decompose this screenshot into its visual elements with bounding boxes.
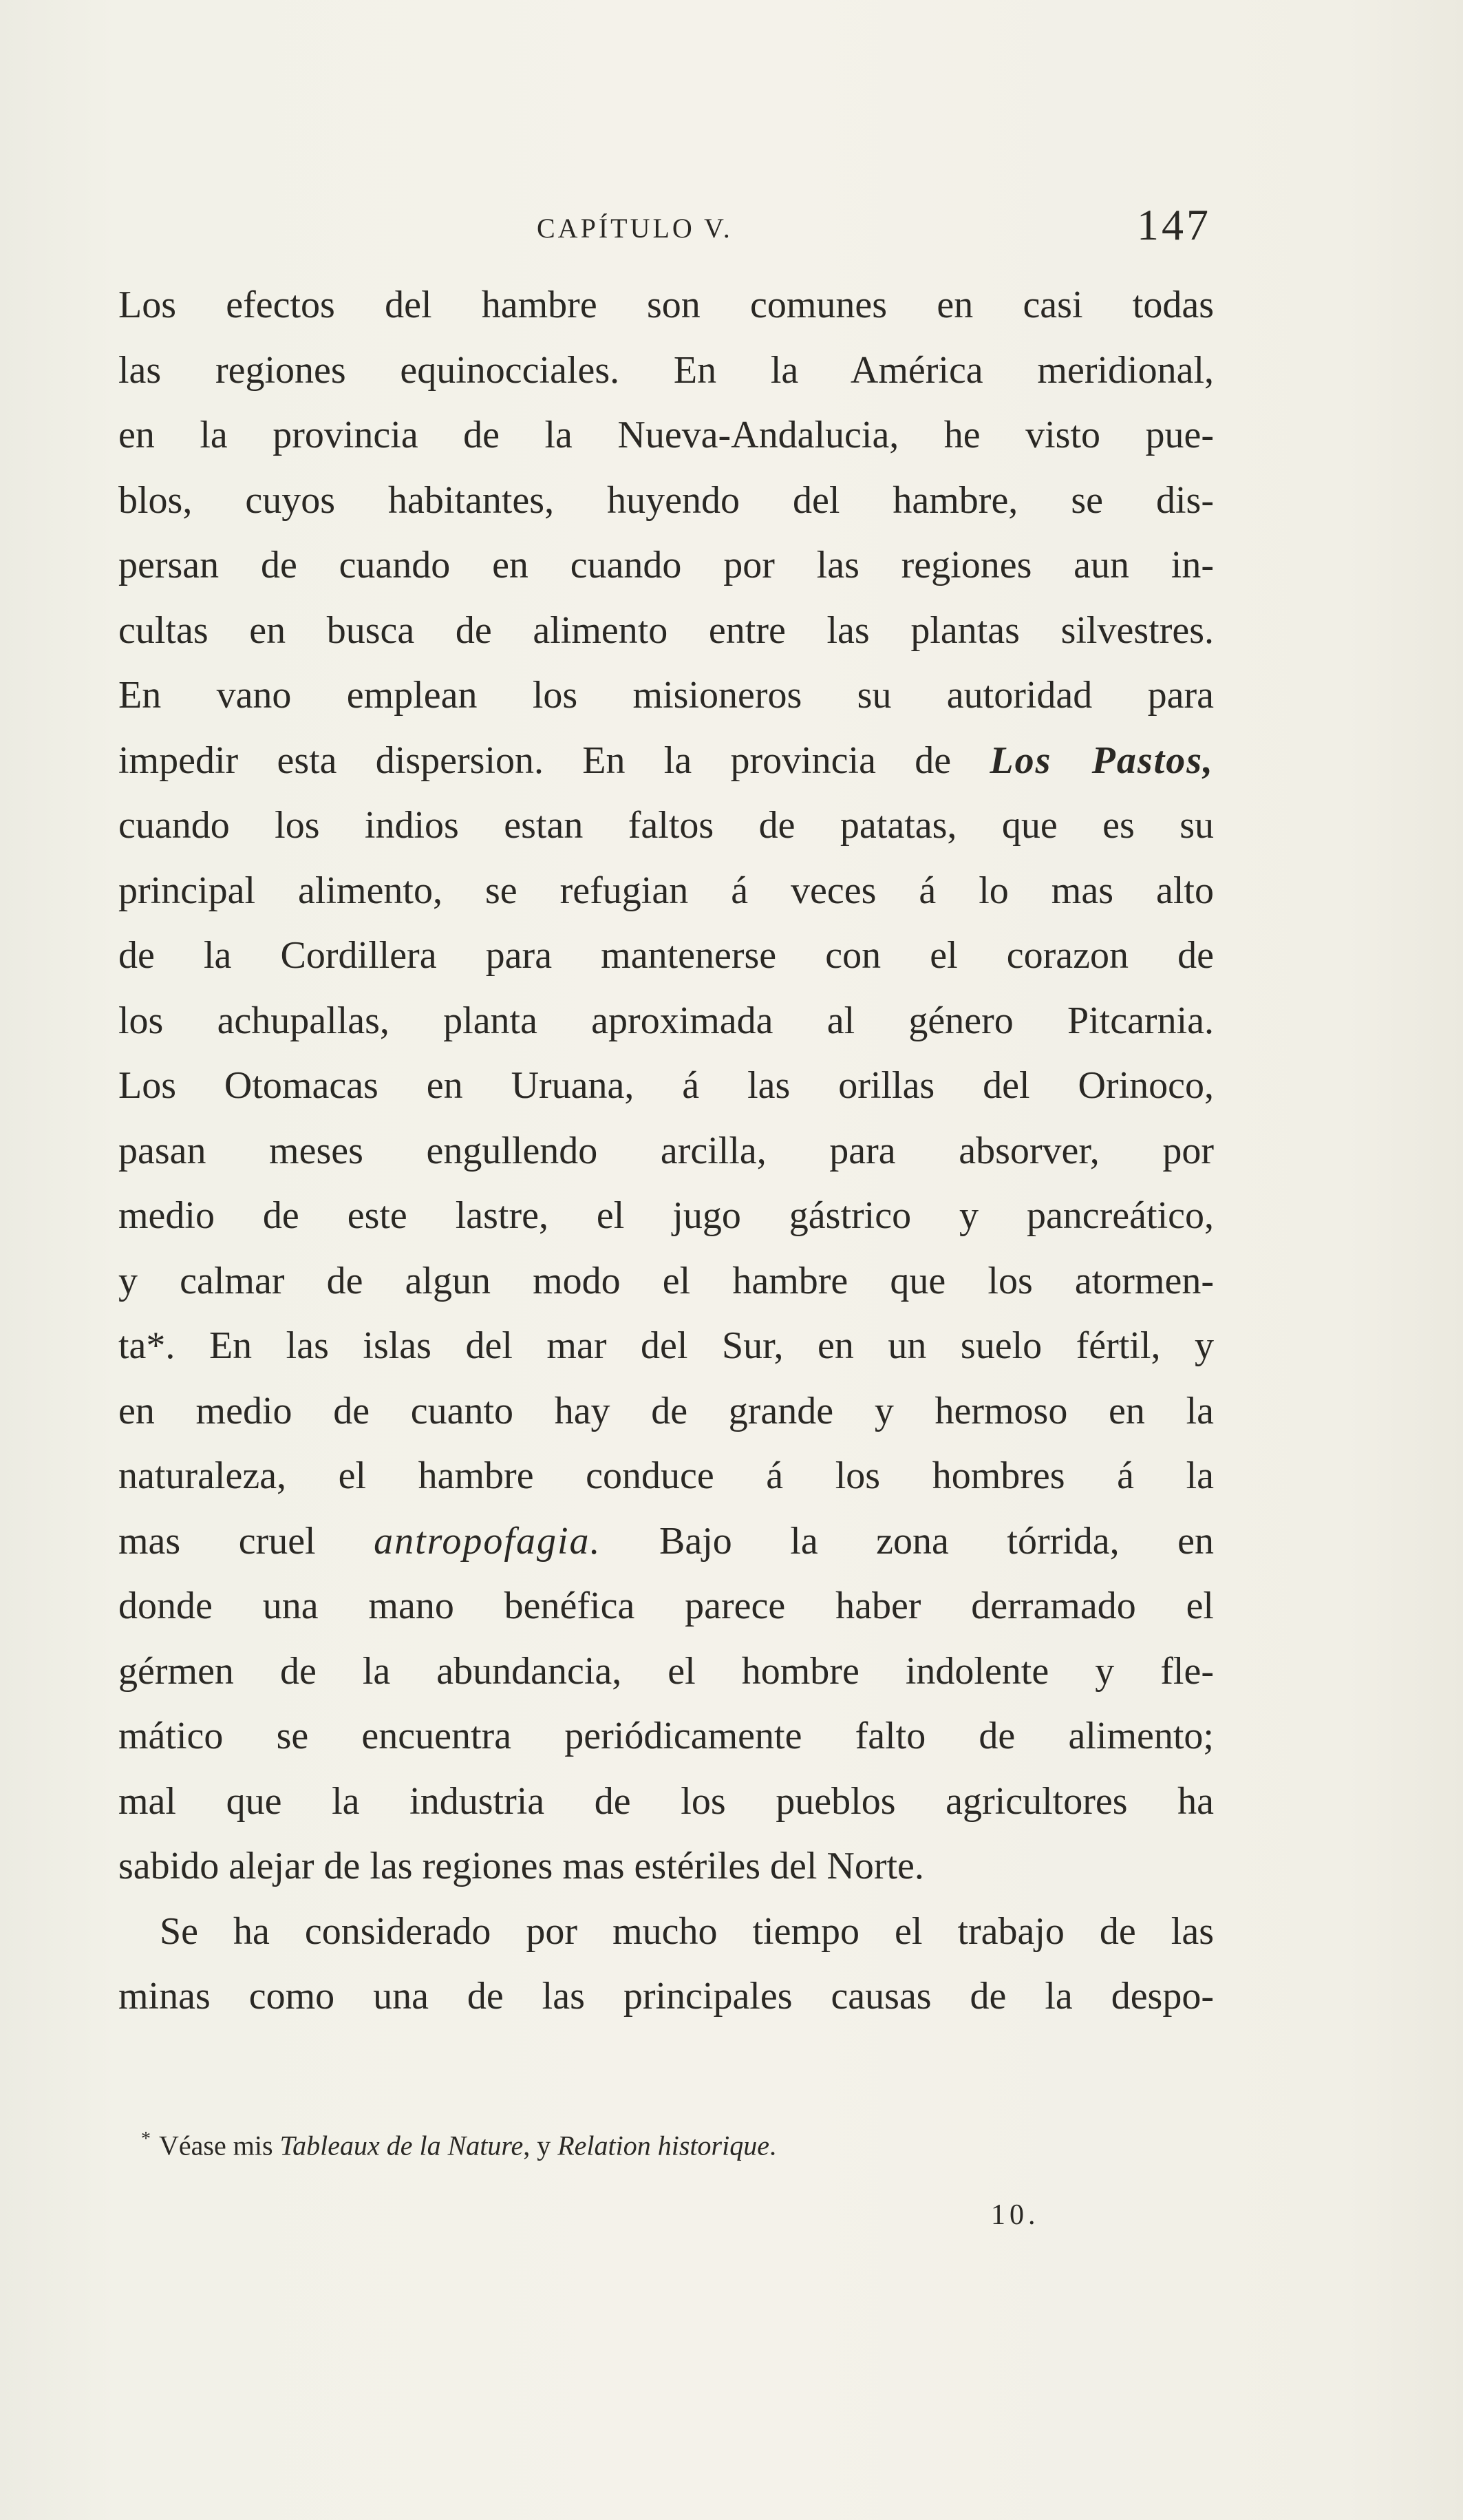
text-line: [118, 728, 1214, 794]
text-line: las regiones equinocciales. En la América meridional,: [118, 348, 1214, 392]
running-head: [117, 200, 1211, 255]
text-line: blos, cuyos habitantes, huyendo del hambre, se dis-: [118, 478, 1214, 522]
text-line: medio de este lastre, el jugo gástrico y pancreático,: [118, 1194, 1214, 1237]
text-line: naturaleza, el hambre conduce á los hombres á la: [118, 1454, 1214, 1497]
footnote-text: , y: [523, 2130, 558, 2161]
text-line: En vano emplean los misioneros su autoridad para: [118, 674, 1214, 717]
text-line: Los Otomacas en Uruana, á las orillas del Orinoco,: [118, 1064, 1214, 1107]
text-segment: impedir esta dispersion. En la provincia de: [118, 739, 990, 782]
text-line: en medio de cuanto hay de grande y hermoso en la: [118, 1389, 1214, 1432]
footnote-mark: *: [141, 2128, 151, 2150]
text-line: Los efectos del hambre son comunes en casi todas: [118, 284, 1214, 326]
text-segment: Bajo la zona tórrida, en: [601, 1519, 1215, 1563]
chapter-heading: CAPÍTULO V.: [537, 213, 733, 244]
page-number: 147: [1137, 200, 1211, 249]
text-line: mático se encuentra periódicamente falto de alimento;: [118, 1715, 1214, 1757]
place-name-emphasis: Los Pastos,: [990, 739, 1214, 782]
text-line: Se ha considerado por mucho tiempo el trabajo de las: [160, 1909, 1214, 1953]
text-line: cultas en busca de alimento entre las plantas silvestres.: [118, 608, 1214, 652]
text-line: principal alimento, se refugian á veces á lo mas alto: [118, 869, 1214, 912]
footnote-text: .: [769, 2130, 776, 2161]
text-line: pasan meses engullendo arcilla, para absorver, por: [118, 1129, 1214, 1172]
text-line: mal que la industria de los pueblos agricultores ha: [118, 1779, 1214, 1823]
text-line: cuando los indios estan faltos de patatas, que es su: [118, 804, 1214, 847]
footnote: [141, 2128, 1139, 2161]
footnote-title: Tableaux de la Nature: [279, 2130, 524, 2161]
text-line: minas como una de las principales causas de la despo-: [118, 1975, 1214, 2018]
text-line: persan de cuando en cuando por las regiones aun in-: [118, 544, 1214, 586]
text-line: gérmen de la abundancia, el hombre indolente y fle-: [118, 1649, 1214, 1693]
term-emphasis: antropofagia.: [374, 1519, 601, 1563]
text-line: [118, 1509, 1214, 1574]
text-line: en la provincia de la Nueva-Andalucia, he visto pue-: [118, 414, 1214, 456]
text-line: los achupallas, planta aproximada al género Pitcarnia.: [118, 999, 1214, 1042]
footnote-text: Véase mis: [159, 2130, 280, 2161]
text-segment: mas cruel: [118, 1519, 374, 1563]
printer-signature-mark: 10.: [991, 2199, 1040, 2231]
body-text: [118, 273, 1214, 2029]
text-line: y calmar de algun modo el hambre que los atormen-: [118, 1259, 1214, 1302]
text-line: sabido alejar de las regiones mas estériles del Norte.: [118, 1845, 924, 1887]
footnote-title: Relation historique: [557, 2130, 769, 2161]
text-line: de la Cordillera para mantenerse con el corazon de: [118, 934, 1214, 977]
text-line: donde una mano benéfica parece haber derramado el: [118, 1585, 1214, 1627]
text-line: ta*. En las islas del mar del Sur, en un suelo fértil, y: [118, 1324, 1214, 1367]
